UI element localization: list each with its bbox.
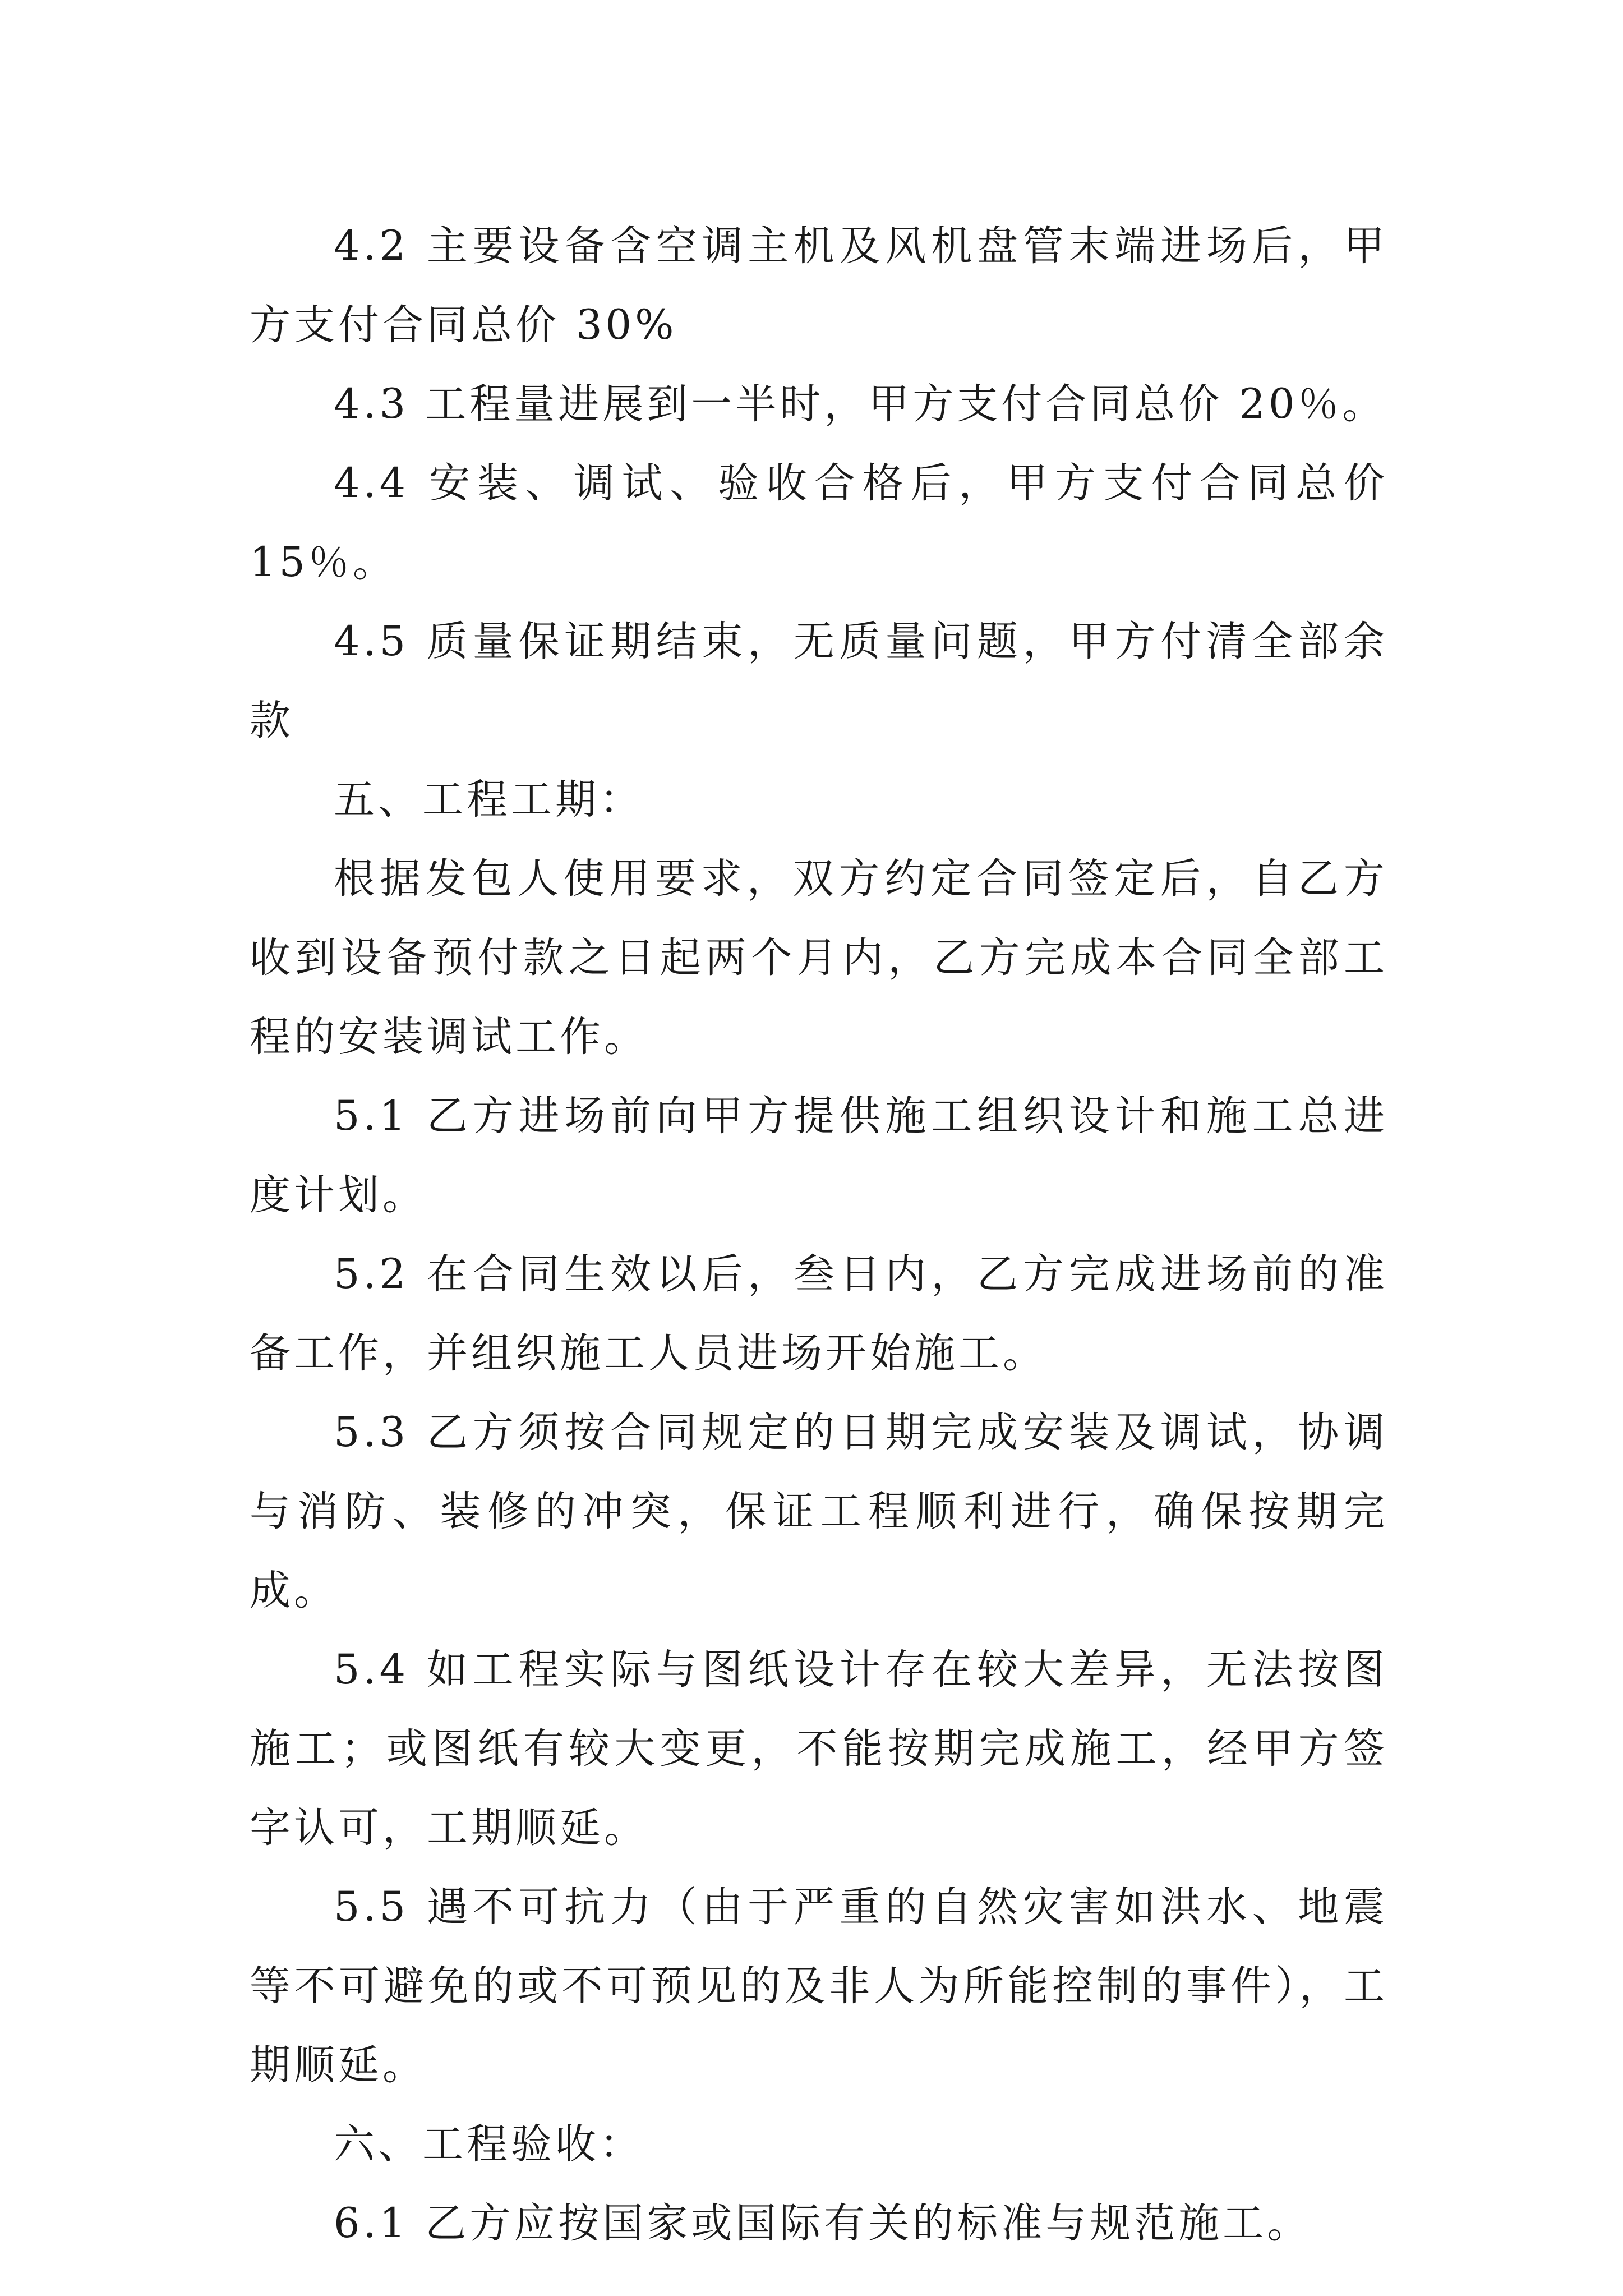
section-5-intro: 根据发包人使用要求，双方约定合同签定后，自乙方收到设备预付款之日起两个月内，乙方完成本合同全部工程的安装调试工作。 xyxy=(250,855,1388,1061)
clause-6-1: 6.1 乙方应按国家或国际有关的标准与规范施工。 xyxy=(334,2200,1312,2247)
clause-5-5: 5.5 遇不可抗力（由于严重的自然灾害如洪水、地震等不可避免的或不可预见的及非人为所能控制的事件），工期顺延。 xyxy=(250,1883,1388,2089)
clause-4-4: 4.4 安装、调试、验收合格后，甲方支付合同总价 15％。 xyxy=(250,459,1388,586)
clause-5-3: 5.3 乙方须按合同规定的日期完成安装及调试，协调与消防、装修的冲突，保证工程顺利进行，确保按期完成。 xyxy=(250,1409,1388,1614)
section-heading-5: 五、工程工期： xyxy=(334,776,644,823)
clause-5-1: 5.1 乙方进场前向甲方提供施工组织设计和施工总进度计划。 xyxy=(250,1092,1388,1219)
document-body xyxy=(250,206,1388,2263)
clause-4-2: 4.2 主要设备含空调主机及风机盘管末端进场后，甲方支付合同总价 30% xyxy=(250,222,1388,349)
clause-4-5: 4.5 质量保证期结束，无质量问题，甲方付清全部余款 xyxy=(250,618,1388,744)
clause-5-2: 5.2 在合同生效以后，叁日内，乙方完成进场前的准备工作，并组织施工人员进场开始施工。 xyxy=(250,1250,1388,1377)
clause-5-4: 5.4 如工程实际与图纸设计存在较大差异，无法按图施工；或图纸有较大变更，不能按期完成施工，经甲方签字认可，工期顺延。 xyxy=(250,1646,1388,1852)
clause-4-3: 4.3 工程量进展到一半时，甲方支付合同总价 20％。 xyxy=(334,380,1387,428)
section-heading-6: 六、工程验收： xyxy=(334,2120,644,2168)
